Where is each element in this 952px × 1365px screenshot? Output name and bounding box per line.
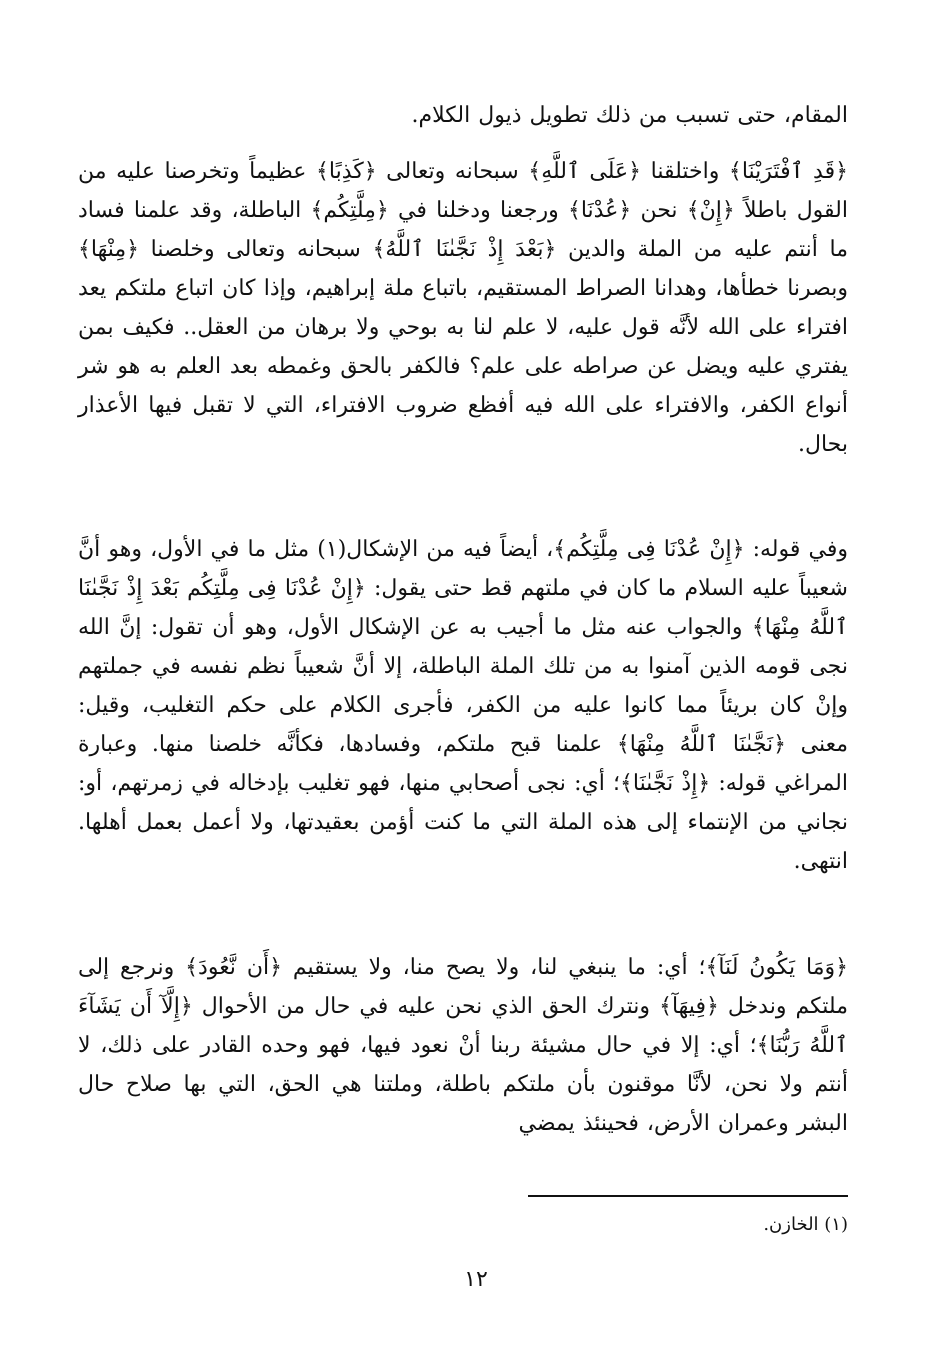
paragraph-text: المقام، حتى تسبب من ذلك تطويل ذيول الكلام. [411,103,848,128]
paragraph-text: ﴿وَمَا يَكُونُ لَنَآ﴾؛ أي: ما ينبغي لنا، ولا يصح منا، ولا يستقيم ﴿أَن نَّعُودَ﴾ ونرجع إلى ملتكم وندخل ﴿فِيهَآ﴾ ونترك الحق الذي نحن عليه في حال من الأحوال ﴿إِلَّآ أَن يَشَآءَ ٱللَّهُ رَبُّنَا﴾؛ أي: إلا في حال مشيئة ربنا أنْ نعود فيها، فهو وحده القادر على ذلك، لا أنتم ولا نحن، لأنَّا موقنون بأن ملتكم باطلة، وملتنا هي الحق، التي بها صلاح حال البشر وعمران الأرض، فحينئذ يمضي [78,955,848,1136]
footnote-divider [528,1195,848,1197]
page-number: ١٢ [464,1267,488,1292]
paragraph-4 [78,948,848,1143]
paragraph-text: وفي قوله: ﴿إِنْ عُدْنَا فِى مِلَّتِكُم﴾، أيضاً فيه من الإشكال(١) مثل ما في الأول، وهو أنَّ شعيباً عليه السلام ما كان في ملتهم قط حتى يقول: ﴿إِنْ عُدْنَا فِى مِلَّتِكُم بَعْدَ إِذْ نَجَّىٰنَا ٱللَّهُ مِنْهَا﴾ والجواب عنه مثل ما أجيب به عن الإشكال الأول، وهو أن تقول: إنَّ الله نجى قومه الذين آمنوا به من تلك الملة الباطلة، إلا أنَّ شعيباً نظم نفسه في جملتهم وإنْ كان بريئاً مما كانوا عليه من الكفر، فأجرى الكلام على حكم التغليب، وقيل: معنى ﴿نَجَّىٰنَا ٱللَّهُ مِنْهَا﴾ علمنا قبح ملتكم، وفسادها، فكأنَّه خلصنا منها. وعبارة المراغي قوله: ﴿إِذْ نَجَّىٰنَا﴾؛ أي: نجى أصحابي منها، فهو تغليب بإدخاله في زمرتهم، أو: نجاني من الإنتماء إلى هذه الملة التي ما كنت أؤمن بعقيدتها، ولا أعمل بعمل أهلها. انتهى. [78,537,848,874]
paragraph-1 [78,96,848,135]
footnote: (١) الخازن. [763,1214,848,1235]
paragraph-text: ﴿قَدِ ٱفْتَرَيْنَا﴾ واختلقنا ﴿عَلَى ٱللَّهِ﴾ سبحانه وتعالى ﴿كَذِبًا﴾ عظيماً وتخرصنا عليه من القول باطلاً ﴿إِنْ﴾ نحن ﴿عُدْنَا﴾ ورجعنا ودخلنا في ﴿مِلَّتِكُم﴾ الباطلة، وقد علمنا فساد ما أنتم عليه من الملة والدين ﴿بَعْدَ إِذْ نَجَّىٰنَا ٱللَّهُ﴾ سبحانه وتعالى وخلصنا ﴿مِنْهَا﴾ وبصرنا خطأها، وهدانا الصراط المستقيم، باتباع ملة إبراهيم، وإذا كان اتباع ملتكم يعد افتراء على الله لأنَّه قول عليه، لا علم لنا به بوحي ولا برهان من العقل.. فكيف بمن يفتري عليه ويضل عن صراطه على علم؟ فالكفر بالحق وغمطه بعد العلم به هو شر أنواع الكفر، والافتراء على الله فيه أفظع ضروب الافتراء، التي لا تقبل فيها الأعذار بحال. [78,159,848,457]
paragraph-2 [78,152,848,464]
paragraph-3 [78,530,848,881]
